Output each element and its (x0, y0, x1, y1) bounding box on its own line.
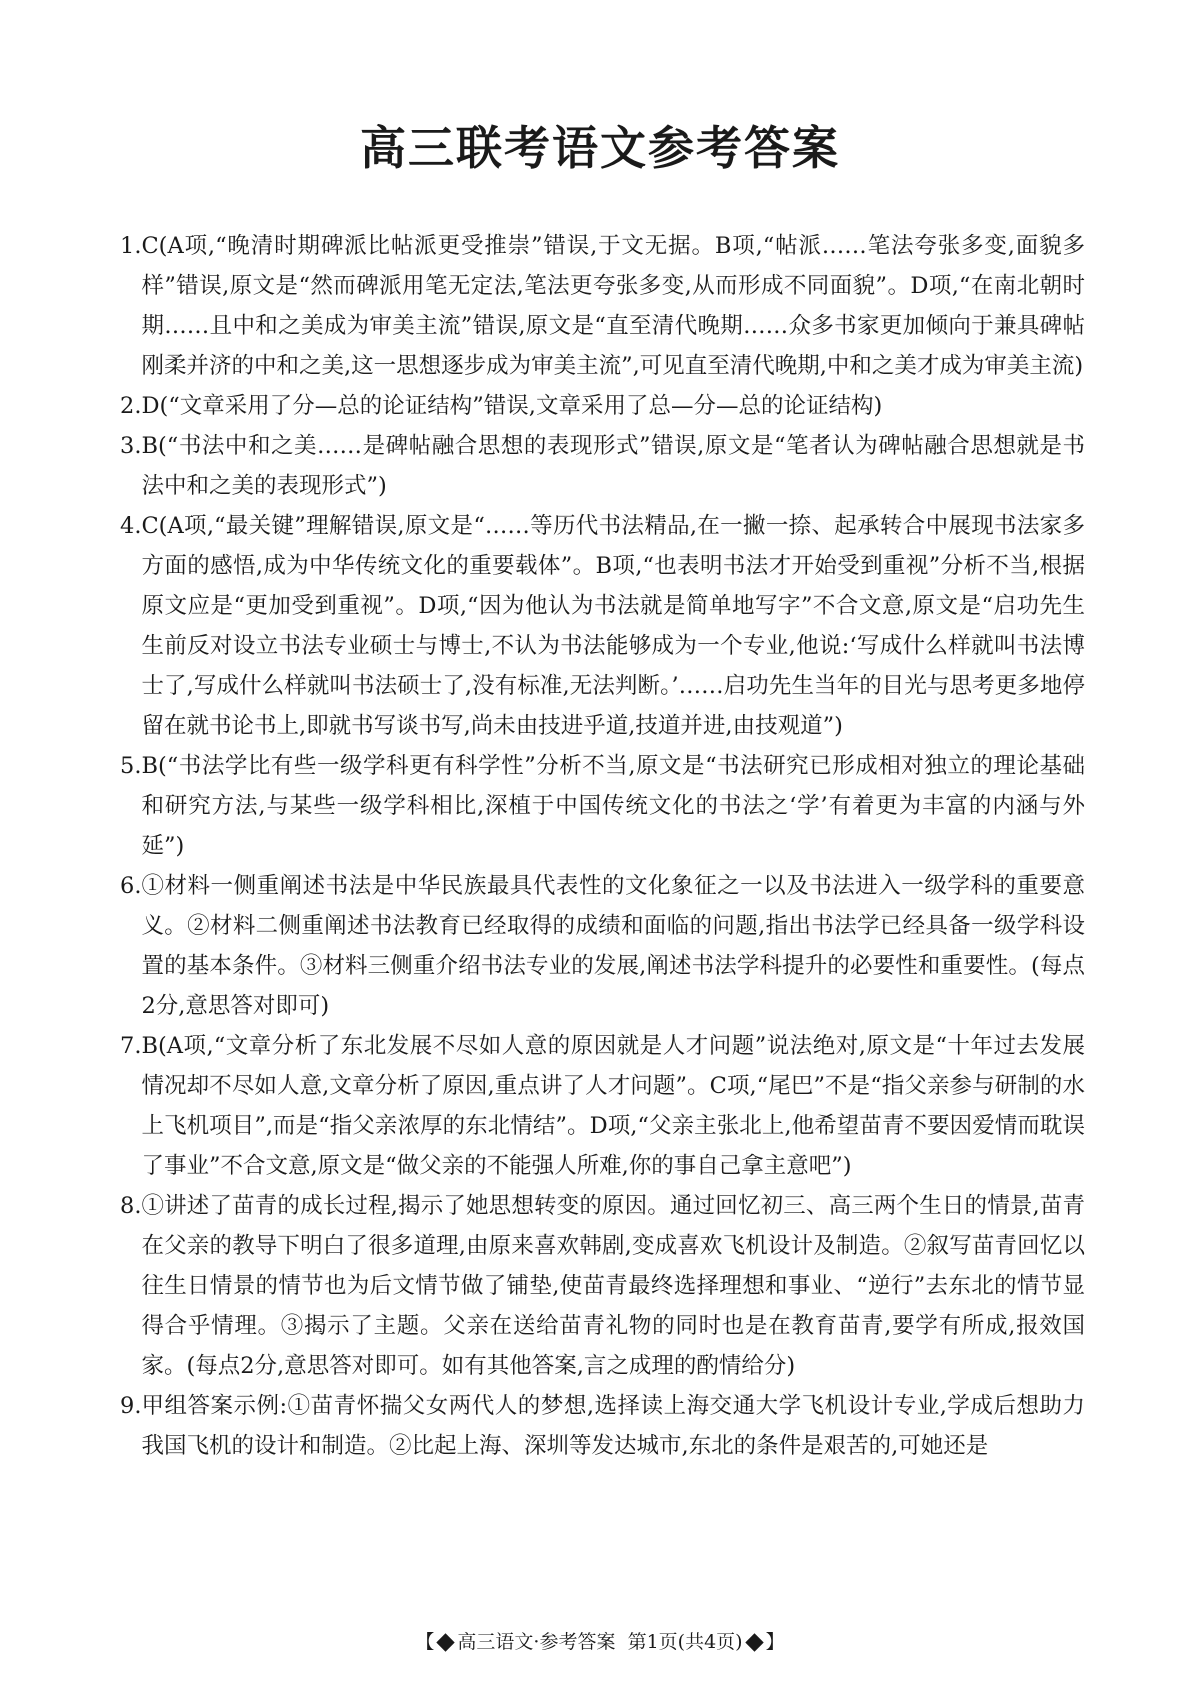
answer-number: 7. (120, 1033, 142, 1059)
answer-item (120, 1186, 1085, 1386)
answer-number: 1. (120, 233, 142, 259)
footer-bracket-left: 【 (415, 1631, 435, 1653)
answer-number: 9. (120, 1393, 142, 1419)
answer-text: B(“书法学比有些一级学科更有科学性”分析不当,原文是“书法研究已形成相对独立的理论基础和研究方法,与某些一级学科相比,深植于中国传统文化的书法之‘学’有着更为丰富的内涵与外延”) (141, 753, 1085, 859)
answer-number: 3. (120, 433, 142, 459)
answer-text: ①材料一侧重阐述书法是中华民族最具代表性的文化象征之一以及书法进入一级学科的重要意义。②材料二侧重阐述书法教育已经取得的成绩和面临的问题,指出书法学已经具备一级学科设置的基本条件。③材料三侧重介绍书法专业的发展,阐述书法学科提升的必要性和重要性。(每点2分,意思答对即可) (141, 873, 1085, 1019)
answer-number: 4. (120, 513, 142, 539)
page-footer (0, 1628, 1200, 1656)
footer-course: 高三语文·参考答案 (457, 1631, 616, 1653)
answer-item (120, 1386, 1085, 1466)
answer-text: 甲组答案示例:①苗青怀揣父女两代人的梦想,选择读上海交通大学飞机设计专业,学成后想助力我国飞机的设计和制造。②比起上海、深圳等发达城市,东北的条件是艰苦的,可她还是 (141, 1393, 1085, 1459)
footer-bracket-right: 】 (765, 1631, 785, 1653)
answer-item (120, 866, 1085, 1026)
answer-list (120, 226, 1085, 1466)
answer-number: 5. (120, 753, 142, 779)
answer-text: B(A项,“文章分析了东北发展不尽如人意的原因就是人才问题”说法绝对,原文是“十年过去发展情况却不尽如人意,文章分析了原因,重点讲了人才问题”。C项,“尾巴”不是“指父亲参与研制的水上飞机项目”,而是“指父亲浓厚的东北情结”。D项,“父亲主张北上,他希望苗青不要因爱情而耽误了事业”不合文意,原文是“做父亲的不能强人所难,你的事自己拿主意吧”) (141, 1033, 1085, 1179)
answer-item (120, 226, 1085, 386)
answer-text: D(“文章采用了分—总的论证结构”错误,文章采用了总—分—总的论证结构) (141, 393, 883, 419)
answer-item (120, 426, 1085, 506)
answer-text: ①讲述了苗青的成长过程,揭示了她思想转变的原因。通过回忆初三、高三两个生日的情景,苗青在父亲的教导下明白了很多道理,由原来喜欢韩剧,变成喜欢飞机设计及制造。②叙写苗青回忆以往生日情景的情节也为后文情节做了铺垫,使苗青最终选择理想和事业、“逆行”去东北的情节显得合乎情理。③揭示了主题。父亲在送给苗青礼物的同时也是在教育苗青,要学有所成,报效国家。(每点2分,意思答对即可。如有其他答案,言之成理的酌情给分) (141, 1193, 1085, 1379)
answer-number: 8. (120, 1193, 142, 1219)
answer-item (120, 1026, 1085, 1186)
footer-page-number: 第1页(共4页) (627, 1631, 743, 1653)
answer-text: B(“书法中和之美……是碑帖融合思想的表现形式”错误,原文是“笔者认为碑帖融合思想就是书法中和之美的表现形式”) (141, 433, 1085, 499)
answer-item (120, 506, 1085, 746)
page-title: 高三联考语文参考答案 (360, 121, 840, 175)
answer-number: 2. (120, 393, 142, 419)
answer-number: 6. (120, 873, 142, 899)
answer-item (120, 386, 1085, 426)
diamond-icon (745, 1633, 763, 1651)
diamond-icon (437, 1633, 455, 1651)
answer-text: C(A项,“最关键”理解错误,原文是“……等历代书法精品,在一撇一捺、起承转合中展现书法家多方面的感悟,成为中华传统文化的重要载体”。B项,“也表明书法才开始受到重视”分析不当,根据原文应是“更加受到重视”。D项,“因为他认为书法就是简单地写字”不合文意,原文是“启功先生生前反对设立书法专业硕士与博士,不认为书法能够成为一个专业,他说:‘写成什么样就叫书法博士了,写成什么样就叫书法硕士了,没有标准,无法判断。’……启功先生当年的目光与思考更多地停留在就书论书上,即就书写谈书写,尚未由技进乎道,技道并进,由技观道”) (141, 513, 1085, 739)
answer-text: C(A项,“晚清时期碑派比帖派更受推崇”错误,于文无据。B项,“帖派……笔法夸张多变,面貌多样”错误,原文是“然而碑派用笔无定法,笔法更夸张多变,从而形成不同面貌”。D项,“在南北朝时期……且中和之美成为审美主流”错误,原文是“直至清代晚期……众多书家更加倾向于兼具碑帖刚柔并济的中和之美,这一思想逐步成为审美主流”,可见直至清代晚期,中和之美才成为审美主流) (141, 233, 1085, 379)
answer-item (120, 746, 1085, 866)
